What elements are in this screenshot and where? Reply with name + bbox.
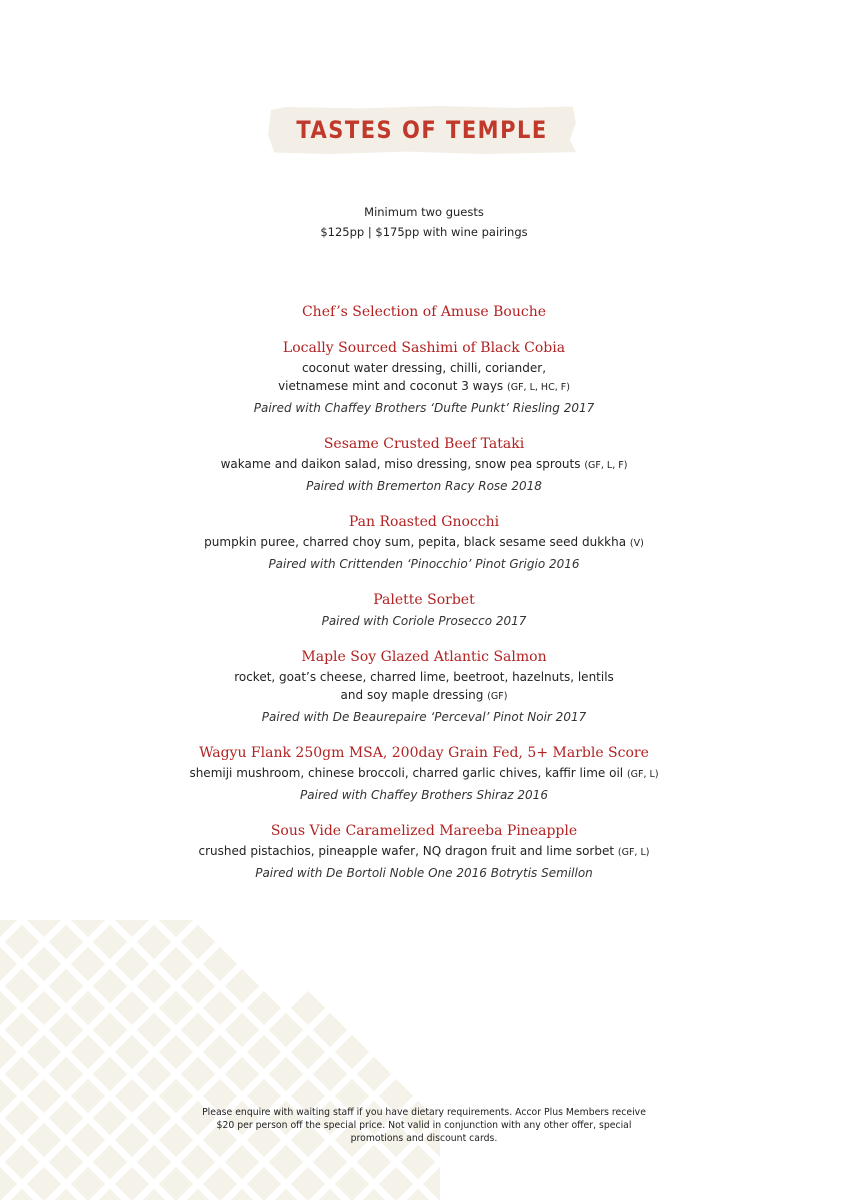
pattern-diamond [71, 947, 105, 981]
pattern-diamond [49, 1013, 83, 1047]
pattern-diamond [203, 947, 237, 981]
pattern-diamond [71, 1035, 105, 1069]
description-text: shemiji mushroom, chinese broccoli, charred garlic chives, kaffir lime oil [189, 766, 624, 780]
pattern-diamond [0, 991, 17, 1025]
pattern-diamond [71, 1167, 105, 1200]
description-text: wakame and daikon salad, miso dressing, snow pea sprouts [220, 457, 581, 471]
disclaimer-line: promotions and discount cards. [350, 1133, 498, 1144]
pattern-diamond [71, 991, 105, 1025]
dish-name: Maple Soy Glazed Atlantic Salmon [301, 649, 547, 665]
disclaimer-line: $20 per person off the special price. Not valid in conjunction with any other offer, special [216, 1120, 632, 1131]
pattern-diamond [357, 1145, 391, 1179]
pattern-diamond [5, 925, 39, 959]
dish-name: Wagyu Flank 250gm MSA, 200day Grain Fed, 5+ Marble Score [199, 745, 649, 761]
pattern-diamond [247, 1167, 281, 1200]
pattern-diamond [49, 925, 83, 959]
pattern-diamond [159, 947, 193, 981]
dish-description [0, 686, 848, 706]
pattern-diamond [137, 1101, 171, 1135]
pattern-diamond [0, 947, 17, 981]
pattern-diamond [181, 1145, 215, 1179]
pattern-diamond [71, 1123, 105, 1157]
pattern-diamond [71, 1079, 105, 1113]
dish-name: Pan Roasted Gnocchi [348, 514, 500, 530]
pattern-diamond [49, 1101, 83, 1135]
pattern-diamond [49, 1145, 83, 1179]
pattern-diamond [225, 1013, 259, 1047]
pattern-diamond [49, 969, 83, 1003]
minimum-guests: Minimum two guests [364, 205, 484, 219]
pattern-diamond [225, 969, 259, 1003]
pattern-diamond [291, 1035, 325, 1069]
pattern-diamond [27, 1035, 61, 1069]
pattern-diamond [247, 1035, 281, 1069]
wine-pairing: Paired with Chaffey Brothers ‘Dufte Punkt’ Riesling 2017 [253, 401, 595, 415]
pattern-diamond [159, 1035, 193, 1069]
pattern-diamond [115, 1035, 149, 1069]
pattern-diamond [137, 1145, 171, 1179]
dish-name: Chef’s Selection of Amuse Bouche [301, 304, 547, 320]
wine-pairing: Paired with De Beaurepaire ‘Perceval’ Pinot Noir 2017 [261, 710, 587, 724]
pattern-diamond [335, 1167, 369, 1200]
menu-list [0, 302, 848, 899]
pattern-diamond [5, 969, 39, 1003]
description-text: pumpkin puree, charred choy sum, pepita, black sesame seed dukkha [204, 535, 627, 549]
dish-description [0, 764, 848, 784]
pattern-diamond [0, 1035, 17, 1069]
pattern-diamond [203, 1035, 237, 1069]
wine-pairing: Paired with Crittenden ‘Pinocchio’ Pinot Grigio 2016 [268, 557, 580, 571]
pattern-diamond [115, 1079, 149, 1113]
course-beef-tataki [0, 434, 848, 496]
pattern-diamond [357, 1057, 391, 1091]
pattern-diamond [269, 1145, 303, 1179]
wine-pairing: Paired with Chaffey Brothers Shiraz 2016 [300, 788, 548, 802]
dish-name: Locally Sourced Sashimi of Black Cobia [282, 340, 566, 356]
description-text: and soy maple dressing [340, 688, 484, 702]
pattern-diamond [0, 1167, 17, 1200]
dish-description [0, 455, 848, 475]
course-amuse-bouche [0, 302, 848, 322]
dietary-tags: (GF, L, HC, F) [507, 382, 570, 393]
pattern-diamond [115, 991, 149, 1025]
pattern-diamond [313, 1013, 347, 1047]
pattern-diamond [401, 1145, 435, 1179]
dietary-tags: (V) [629, 538, 644, 549]
pattern-diamond [93, 1013, 127, 1047]
pattern-diamond [269, 1057, 303, 1091]
pattern-diamond [5, 1101, 39, 1135]
pattern-diamond [71, 920, 105, 937]
pattern-diamond [379, 1167, 413, 1200]
pattern-diamond [27, 947, 61, 981]
pattern-diamond [181, 1057, 215, 1091]
wine-pairing: Paired with Coriole Prosecco 2017 [321, 614, 527, 628]
dietary-tags: (GF) [487, 691, 508, 702]
pattern-diamond [335, 1035, 369, 1069]
pattern-diamond [313, 1145, 347, 1179]
description-text: vietnamese mint and coconut 3 ways [278, 379, 504, 393]
course-wagyu [0, 743, 848, 805]
pattern-diamond [269, 1013, 303, 1047]
pattern-diamond [5, 1013, 39, 1047]
description-text: crushed pistachios, pineapple wafer, NQ dragon fruit and lime sorbet [198, 844, 615, 858]
pattern-diamond [247, 991, 281, 1025]
pattern-diamond [137, 925, 171, 959]
pattern-diamond [181, 969, 215, 1003]
disclaimer [174, 1106, 674, 1145]
pattern-diamond [137, 969, 171, 1003]
pattern-diamond [291, 1167, 325, 1200]
dish-description: coconut water dressing, chilli, coriander, [301, 361, 547, 375]
pattern-diamond [5, 1145, 39, 1179]
course-salmon [0, 647, 848, 727]
diamond-pattern [0, 920, 440, 1200]
pattern-diamond [27, 920, 61, 937]
pattern-diamond [313, 1057, 347, 1091]
pattern-diamond [159, 920, 193, 937]
dietary-tags: (GF, L) [626, 769, 659, 780]
pattern-diamond [423, 1167, 440, 1200]
dish-name: Sesame Crusted Beef Tataki [323, 436, 525, 452]
pattern-diamond [115, 1167, 149, 1200]
pattern-diamond [5, 1057, 39, 1091]
pattern-diamond [93, 969, 127, 1003]
pattern-diamond [159, 1167, 193, 1200]
price-line: $125pp | $175pp with wine pairings [320, 225, 528, 239]
pattern-diamond [203, 991, 237, 1025]
course-gnocchi [0, 512, 848, 574]
pattern-diamond [225, 1057, 259, 1091]
pattern-diamond [203, 1167, 237, 1200]
dietary-tags: (GF, L, F) [584, 460, 628, 471]
pattern-diamond [93, 925, 127, 959]
pattern-diamond [0, 1079, 17, 1113]
dish-description: rocket, goat’s cheese, charred lime, beetroot, hazelnuts, lentils [234, 670, 614, 684]
course-sorbet [0, 590, 848, 631]
pattern-diamond [49, 1057, 83, 1091]
pattern-diamond [115, 1123, 149, 1157]
pattern-diamond [137, 1057, 171, 1091]
dietary-tags: (GF, L) [617, 847, 650, 858]
pattern-diamond [291, 991, 325, 1025]
pattern-diamond [93, 1057, 127, 1091]
dish-name: Sous Vide Caramelized Mareeba Pineapple [270, 823, 578, 839]
pattern-diamond [137, 1013, 171, 1047]
disclaimer-line: Please enquire with waiting staff if you have dietary requirements. Accor Plus Members receive [202, 1107, 646, 1118]
pattern-diamond [27, 1079, 61, 1113]
dish-name: Palette Sorbet [373, 592, 475, 608]
course-pineapple [0, 821, 848, 883]
page-title: TASTES OF TEMPLE [296, 116, 548, 144]
pattern-diamond [0, 1123, 17, 1157]
wine-pairing: Paired with De Bortoli Noble One 2016 Botrytis Semillon [255, 866, 593, 880]
pattern-diamond [27, 1167, 61, 1200]
pattern-diamond [181, 925, 215, 959]
pattern-diamond [27, 1123, 61, 1157]
wine-pairing: Paired with Bremerton Racy Rose 2018 [306, 479, 542, 493]
pattern-diamond [181, 1013, 215, 1047]
dish-description [0, 377, 848, 397]
pattern-diamond [115, 920, 149, 937]
pattern-diamond [27, 991, 61, 1025]
pattern-diamond [93, 1101, 127, 1135]
pattern-diamond [115, 947, 149, 981]
intro [0, 202, 848, 242]
course-sashimi [0, 338, 848, 418]
pattern-diamond [225, 1145, 259, 1179]
pattern-diamond [93, 1145, 127, 1179]
dish-description [0, 533, 848, 553]
pattern-diamond [159, 991, 193, 1025]
dish-description [0, 842, 848, 862]
